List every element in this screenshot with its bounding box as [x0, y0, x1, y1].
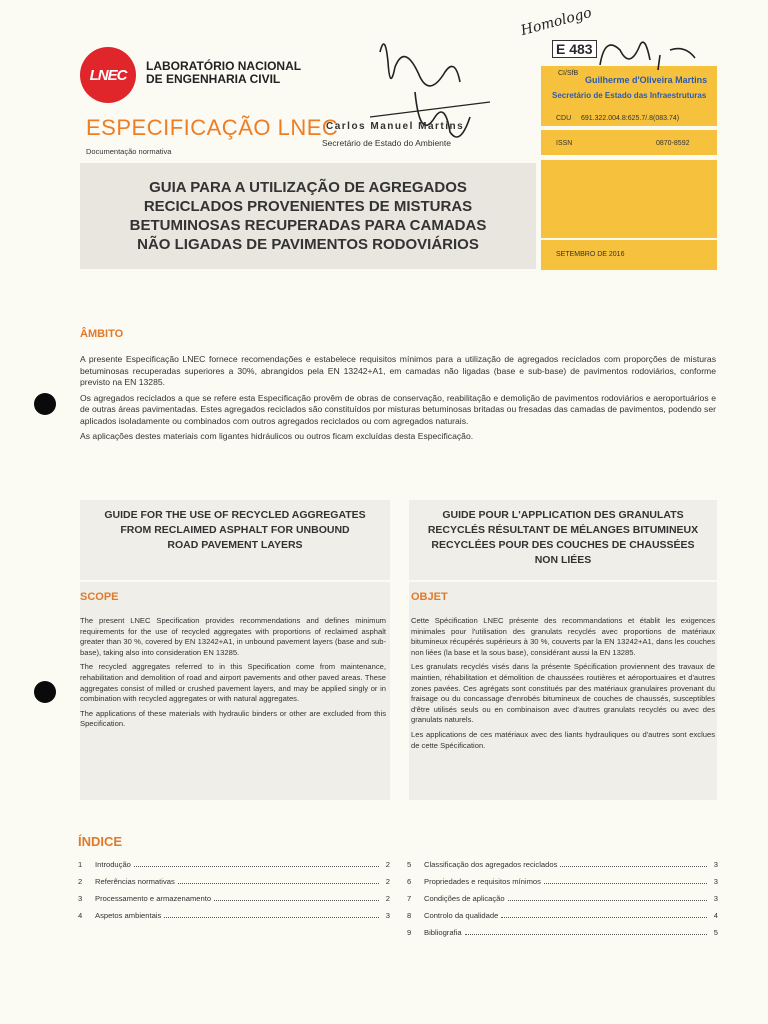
index-entry[interactable] — [407, 869, 718, 886]
org-line-2: DE ENGENHARIA CIVIL — [146, 72, 281, 86]
ci-label: CI/SfB — [558, 70, 579, 77]
index-heading: ÍNDICE — [78, 834, 123, 849]
index-page: 3 — [385, 911, 390, 920]
english-title-line: ROAD PAVEMENT LAYERS — [167, 539, 303, 551]
main-title-line: NÃO LIGADAS DE PAVIMENTOS RODOVIÁRIOS — [137, 236, 479, 253]
index-page: 3 — [713, 894, 718, 903]
objet-heading: OBJET — [411, 591, 448, 603]
index-entry[interactable] — [407, 920, 718, 937]
english-title — [80, 508, 390, 553]
leader-dots — [178, 883, 379, 884]
binder-hole — [34, 681, 56, 703]
scope-paragraph: The recycled aggregates referred to in this Specification come from maintenance, rehabilitation and demolition of road and airport pavements and other paved areas. These aggregates consist of milled or crushed pavement layers, and may be applied singly or in combination with recycled aggregates or with natural aggregates. — [80, 662, 386, 704]
ambito-paragraph: As aplicações destes materiais com ligantes hidráulicos ou outros ficam excluídas desta Especificação. — [80, 431, 474, 441]
index-page: 5 — [713, 928, 718, 937]
index-number: 9 — [407, 928, 412, 937]
issn-value: 0870-8592 — [656, 140, 690, 147]
leader-dots — [465, 934, 707, 935]
index-left-column — [78, 852, 390, 920]
index-label: Propriedades e requisitos mínimos — [424, 877, 541, 886]
index-number: 6 — [407, 877, 412, 886]
index-right-column — [407, 852, 718, 937]
index-page: 2 — [385, 894, 390, 903]
info-box-blank — [541, 160, 717, 238]
french-title-line: RECYCLÉES POUR DES COUCHES DE CHAUSSÉES — [431, 539, 695, 551]
ambito-heading: ÂMBITO — [80, 328, 124, 340]
binder-hole — [34, 393, 56, 415]
index-entry[interactable] — [407, 852, 718, 869]
leader-dots — [544, 883, 707, 884]
index-label: Controlo da qualidade — [424, 911, 499, 920]
signatory-1-role: Secretário de Estado do Ambiente — [322, 138, 451, 148]
index-entry[interactable] — [78, 869, 390, 886]
lnec-logo — [80, 47, 136, 103]
signature-scribble-2 — [590, 30, 700, 80]
leader-dots — [214, 900, 379, 901]
organization-name — [146, 60, 301, 86]
index-number: 4 — [78, 911, 83, 920]
org-line-1: LABORATÓRIO NACIONAL — [146, 59, 302, 73]
english-title-line: FROM RECLAIMED ASPHALT FOR UNBOUND — [120, 524, 350, 536]
ambito-paragraph: A presente Especificação LNEC fornece recomendações e estabelece requisitos mínimos para a utilização de agregados reciclados com proporções de misturas betuminosas recuperadas superiores a 30%, abrangidos pela EN 13242+A1, em camadas não ligadas (base e sub-base) de pavimentos rodoviários, conforme previsto na EN 13285. — [80, 354, 716, 387]
logo-text: LNEC — [89, 66, 127, 84]
english-text — [80, 616, 386, 734]
signature-scribble-1 — [360, 22, 500, 152]
leader-dots — [508, 900, 707, 901]
leader-dots — [164, 917, 379, 918]
spec-code: E 483 — [552, 40, 597, 58]
index-number: 3 — [78, 894, 83, 903]
index-number: 2 — [78, 877, 83, 886]
scope-paragraph: The present LNEC Specification provides recommendations and defines minimum requirements for the use of recycled aggregates with proportions of reclaimed asphalt greater than 30 %, covered by EN 13242+A1, in unbound pavement layers (base and sub-base), taking also into consideration EN 13285. — [80, 616, 386, 657]
spec-title: ESPECIFICAÇÃO LNEC — [86, 115, 339, 140]
french-title — [409, 508, 717, 568]
main-title-line: GUIA PARA A UTILIZAÇÃO DE AGREGADOS — [149, 179, 467, 196]
index-page: 4 — [713, 911, 718, 920]
main-title-line: RECICLADOS PROVENIENTES DE MISTURAS — [143, 198, 473, 215]
french-title-line: GUIDE POUR L'APPLICATION DES GRANULATS — [442, 509, 684, 521]
signatory-2-name: Guilherme d'Oliveira Martins — [585, 75, 708, 85]
index-page: 2 — [385, 877, 390, 886]
index-entry[interactable] — [407, 903, 718, 920]
leader-dots — [560, 866, 707, 867]
issn-label: ISSN — [556, 140, 573, 147]
index-label: Bibliografia — [424, 928, 462, 937]
scope-heading: SCOPE — [80, 591, 119, 603]
index-page: 3 — [713, 877, 718, 886]
leader-dots — [134, 866, 379, 867]
french-title-line: NON LIÉES — [534, 554, 592, 566]
index-entry[interactable] — [78, 886, 390, 903]
index-entry[interactable] — [78, 903, 390, 920]
index-number: 8 — [407, 911, 412, 920]
index-label: Introdução — [95, 860, 131, 869]
leader-dots — [501, 917, 707, 918]
cdu-label: CDU — [556, 115, 572, 122]
objet-paragraph: Les applications de ces matériaux avec des liants hydrauliques ou d'autres sont exclues de cette Spécification. — [411, 729, 715, 750]
index-number: 5 — [407, 860, 412, 869]
english-title-line: GUIDE FOR THE USE OF RECYCLED AGGREGATES — [104, 509, 366, 521]
index-label: Aspetos ambientais — [95, 911, 162, 920]
index-entry[interactable] — [78, 852, 390, 869]
ambito-paragraph: Os agregados reciclados a que se refere esta Especificação provêm de obras de conservação, reabilitação e demolição de pavimentos rodoviários e aeroportuários e de outras áreas pavimentadas. Estes agregados reciclados são constituídos por misturas betuminosas britadas ou fresadas das camadas de pavimentos, podendo ser aplicados isoladamente ou combinados com outros agregados reciclados ou com agregados naturais. — [80, 392, 716, 426]
signatory-2-role: Secretário de Estado das Infraestruturas — [552, 91, 707, 100]
ambito-text — [80, 354, 716, 443]
index-label: Processamento e armazenamento — [95, 894, 212, 903]
french-title-line: RECYCLÉS RÉSULTANT DE MÉLANGES BITUMINEUX — [427, 524, 699, 536]
objet-paragraph: Cette Spécification LNEC présente des recommandations et établit les exigences minimales pour l'utilisation des granulats recyclés avec proportions de matériaux bitumineux récupérés supérieurs à 30 %, couverts par la EN 13242+A1, dans les couches non liées (la base et la sous base), considérant aussi la EN 13285. — [411, 616, 715, 657]
publication-date: SETEMBRO DE 2016 — [556, 251, 625, 258]
main-title — [80, 178, 536, 254]
index-number: 7 — [407, 894, 412, 903]
main-title-line: BETUMINOSAS RECUPERADAS PARA CAMADAS — [129, 217, 487, 234]
index-label: Referências normativas — [95, 877, 175, 886]
index-number: 1 — [78, 860, 83, 869]
index-label: Condições de aplicação — [424, 894, 505, 903]
french-text — [411, 616, 715, 755]
signatory-1-name: Carlos Manuel Martins — [326, 121, 465, 132]
objet-paragraph: Les granulats recyclés visés dans la présente Spécification proviennent des travaux de maintien, réhabilitation et démolition de chaussées routières et aéroportuaires et d'autres zones pavées. Ces agrégats sont constitués par des matériaux granulaires provenant du fraisage ou du concassage d'enrobés bitumineux de couches de chaussés, susceptibles d'être utilisés seuls ou en combinaison avec d'autres granulats recyclés ou avec des granulats naturels. — [411, 662, 715, 725]
index-entry[interactable] — [407, 886, 718, 903]
index-page: 2 — [385, 860, 390, 869]
index-label: Classificação dos agregados reciclados — [424, 860, 558, 869]
cdu-value: 691.322.004.8:625.7/.8(083.74) — [581, 115, 680, 122]
handwritten-note: Homologo — [519, 4, 594, 40]
scope-paragraph: The applications of these materials with hydraulic binders or other are excluded from this Specification. — [80, 708, 386, 729]
index-page: 3 — [713, 860, 718, 869]
spec-subtitle: Documentação normativa — [86, 147, 172, 156]
